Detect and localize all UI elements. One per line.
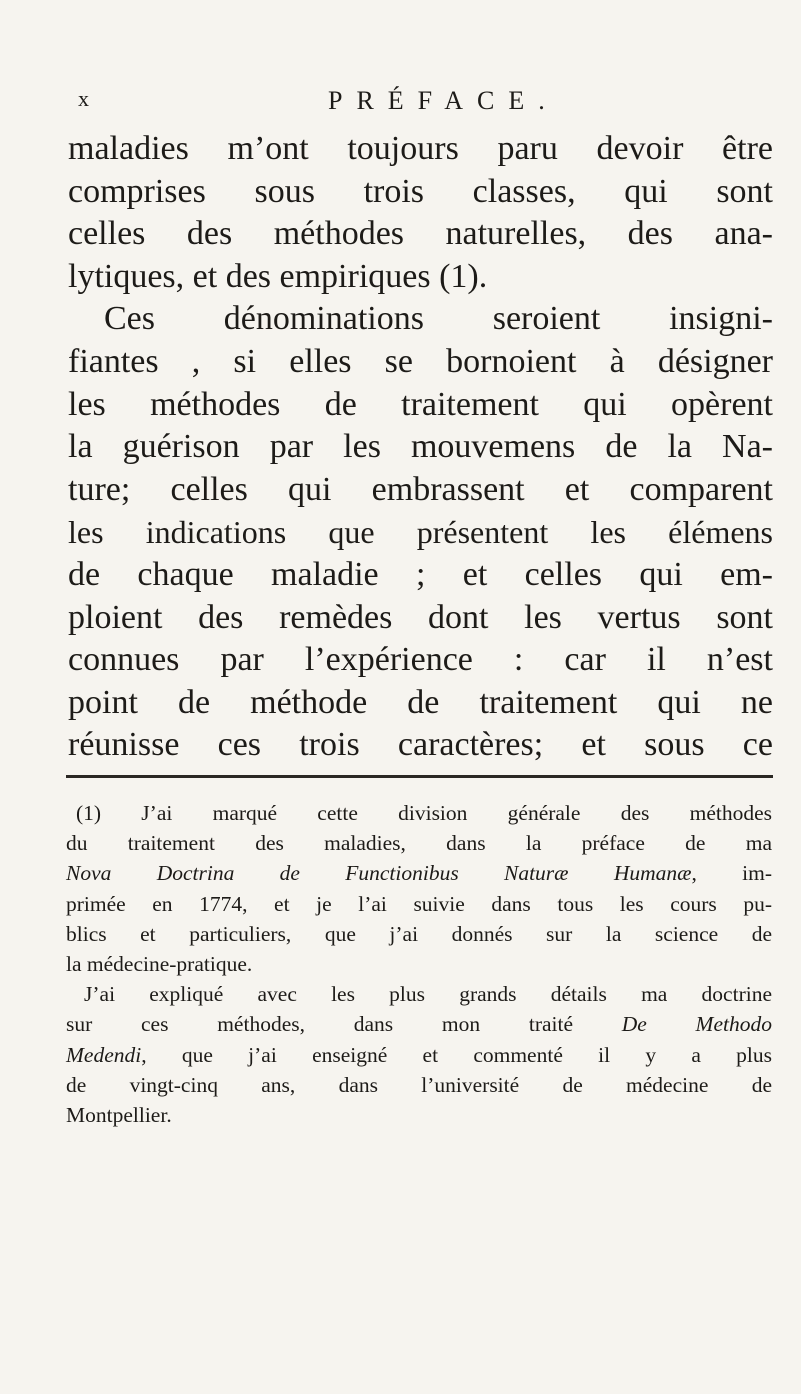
text-line: maladies m’ont toujours paru devoir être [68,130,773,167]
footnote-line: (1) J’ai marqué cette division générale des méthodes [76,801,772,825]
footnote-text: , que j’ai enseigné et commenté il y a plus [141,1042,772,1067]
footnote-line: primée en 1774, et je l’ai suivie dans tous les cours pu- [66,891,772,916]
page-number: x [78,86,89,111]
footnote-rule [66,775,773,778]
text-line: Ces dénominations seroient insigni- [104,300,773,338]
text-line: fiantes , si elles se bornoient à désigner [68,342,773,380]
text-line: celles des méthodes naturelles, des ana- [68,215,773,253]
footnote-line: J’ai expliqué avec les plus grands détails ma doctrine [84,982,772,1007]
footnote-line [66,1009,772,1039]
text-line: ture; celles qui embrassent et comparent [68,470,773,508]
footnote-line [66,858,772,888]
text-line: la guérison par les mouvemens de la Na- [68,428,773,466]
footnote-line: Montpellier. [66,1102,172,1127]
text-line: de chaque maladie ; et celles qui em- [68,555,773,593]
footnote-text: , im- [691,861,773,886]
text-line: les indications que présentent les élémens [68,514,773,551]
footnote-treatise-title: Medendi [66,1042,142,1067]
footnote-book-title: Nova Doctrina de Functionibus Naturæ Humanæ [66,861,692,886]
page-header [66,86,766,120]
text-line: connues par l’expérience : car il n’est [68,641,773,679]
running-title: PRÉFACE. [328,86,559,115]
footnote-line: de vingt-cinq ans, dans l’université de médecine de [66,1072,772,1097]
text-line: ploient des remèdes dont les vertus sont [68,598,773,636]
footnote-line [66,1040,772,1070]
footnote-line: du traitement des maladies, dans la préface de ma [66,831,772,856]
text-line: les méthodes de traitement qui opèrent [68,385,773,423]
main-text [68,128,773,767]
text-line: lytiques, et des empiriques (1). [68,257,488,295]
text-line: point de méthode de traitement qui ne [68,683,773,721]
footnote-line: blics et particuliers, que j’ai donnés sur la science de [66,921,772,946]
text-line: comprises sous trois classes, qui sont [68,172,773,210]
footnote-line: la médecine-pratique. [66,951,253,976]
footnote-treatise-title: De Methodo [621,1012,772,1037]
footnote-text: sur ces méthodes, dans mon traité [66,1012,622,1037]
text-line: réunisse ces trois caractères; et sous ce [68,726,773,764]
footnote [66,798,772,1130]
